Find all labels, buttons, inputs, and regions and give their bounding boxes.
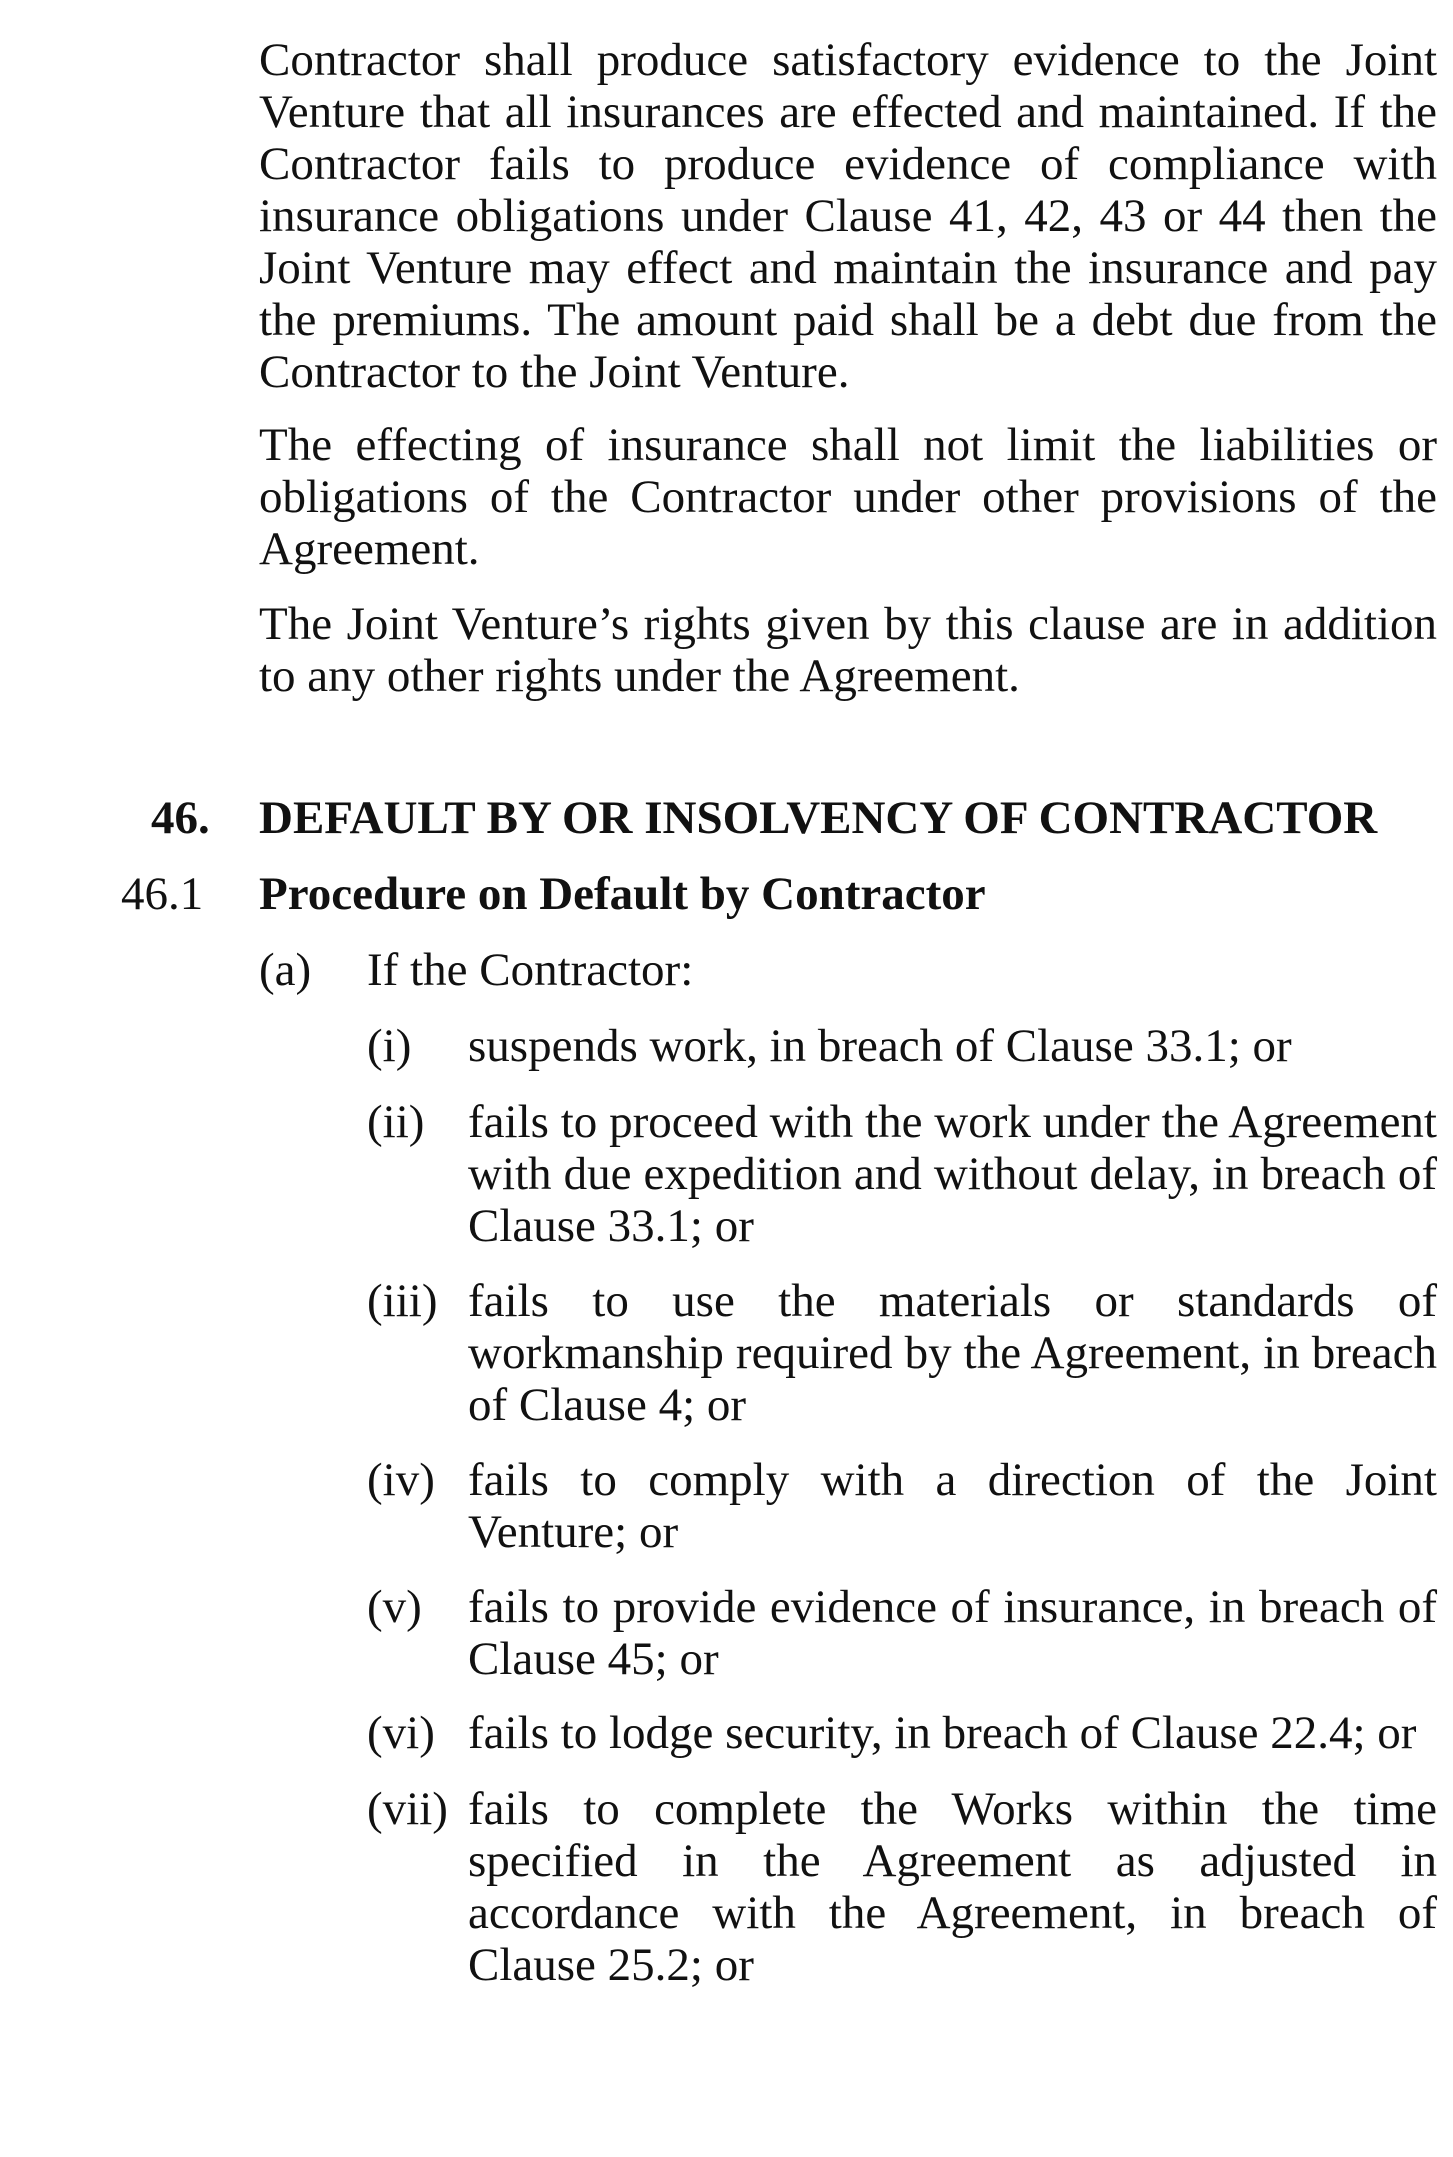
subitem-label: (vi) — [367, 1707, 435, 1759]
subitem-vi — [0, 1707, 1453, 1759]
subsection-heading — [0, 868, 1453, 920]
item-a — [0, 944, 1453, 996]
subsection-number: 46.1 — [121, 868, 204, 920]
subitem-label: (v) — [367, 1581, 422, 1633]
section-heading — [0, 792, 1453, 844]
item-a-text: If the Contractor: — [367, 944, 694, 996]
subitem-text: fails to complete the Works within the time specified in the Agreement as adjusted in accordance with the Agreement, in breach of Clause 25.2; or — [468, 1783, 1437, 1991]
subitem-label: (iii) — [367, 1275, 438, 1327]
subitem-text: fails to comply with a direction of the Joint Venture; or — [468, 1454, 1437, 1558]
subitem-ii — [0, 1096, 1453, 1252]
subitem-text: fails to provide evidence of insurance, in breach of Clause 45; or — [468, 1581, 1437, 1685]
subitem-label: (vii) — [367, 1783, 448, 1835]
insurance-evidence-paragraph: Contractor shall produce satisfactory evidence to the Joint Venture that all insurances are effected and maintained. If the Contractor fails to produce evidence of compliance with insurance obligations under Clause 41, 42, 43 or 44 then the Joint Venture may effect and maintain the insurance and pay the premiums. The amount paid shall be a debt due from the Contractor to the Joint Venture. — [259, 34, 1437, 398]
subitem-label: (i) — [367, 1020, 412, 1072]
insurance-limitation-paragraph: The effecting of insurance shall not limit the liabilities or obligations of the Contractor under other provisions of the Agreement. — [259, 419, 1437, 575]
subitem-iv — [0, 1454, 1453, 1558]
item-a-label: (a) — [259, 944, 312, 996]
subsection-title: Procedure on Default by Contractor — [259, 868, 986, 920]
subitem-label: (ii) — [367, 1096, 425, 1148]
subitem-vii — [0, 1783, 1453, 1991]
joint-venture-rights-paragraph: The Joint Venture’s rights given by this clause are in addition to any other rights under the Agreement. — [259, 598, 1437, 702]
subitem-text: suspends work, in breach of Clause 33.1; or — [468, 1020, 1292, 1072]
subitem-text: fails to lodge security, in breach of Clause 22.4; or — [468, 1707, 1417, 1759]
subitem-iii — [0, 1275, 1453, 1431]
section-title: DEFAULT BY OR INSOLVENCY OF CONTRACTOR — [259, 792, 1378, 844]
subitem-label: (iv) — [367, 1454, 435, 1506]
subitem-text: fails to use the materials or standards of workmanship required by the Agreement, in breach of Clause 4; or — [468, 1275, 1437, 1431]
subitem-v — [0, 1581, 1453, 1685]
subitem-text: fails to proceed with the work under the Agreement with due expedition and without delay, in breach of Clause 33.1; or — [468, 1096, 1437, 1252]
section-number: 46. — [151, 792, 210, 844]
subitem-i — [0, 1020, 1453, 1072]
